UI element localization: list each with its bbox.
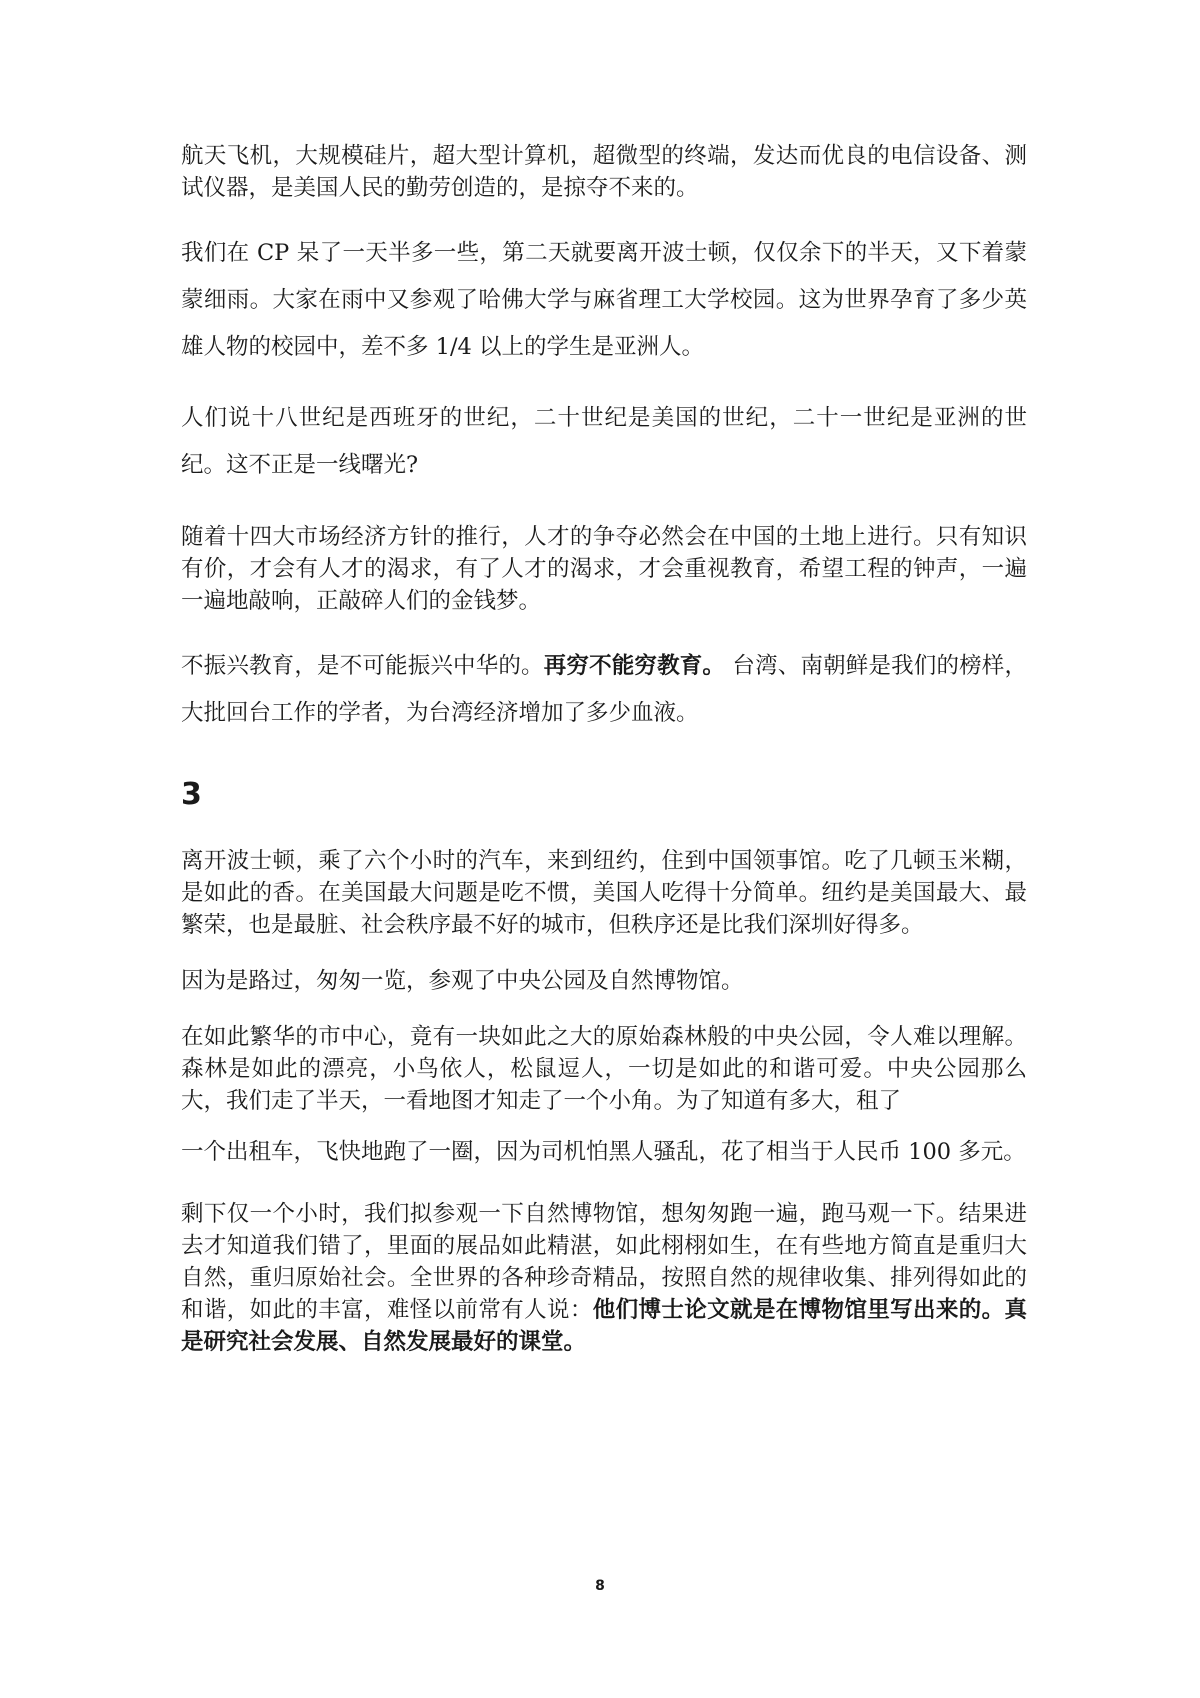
- paragraph-text: 不振兴教育，是不可能振兴中华的。: [181, 653, 544, 679]
- page-body: [181, 140, 1027, 1358]
- paragraph-text: 人们说十八世纪是西班牙的世纪，二十世纪是美国的世纪，二十一世纪是亚洲的世纪。这不正是一线曙光?: [181, 405, 1027, 478]
- section-paragraph-3: [181, 1021, 1027, 1117]
- paragraph-text: 剩下仅一个小时，我们拟参观一下自然博物馆，想匆匆跑一遍，跑马观一下。结果进去才知道我们错了，里面的展品如此精湛，如此栩栩如生，在有些地方简直是重归大自然，重归原始社会。全世界的各种珍奇精品，按照自然的规律收集、排列得如此的和谐，如此的丰富，难怪以前常有人说：: [181, 1201, 1027, 1323]
- section-paragraph-1: [181, 845, 1027, 941]
- paragraph-5: [181, 643, 1027, 737]
- emphasis-text: 再穷不能穷教育。: [543, 653, 726, 679]
- paragraph-1: [181, 140, 1027, 204]
- paragraph-text: 航天飞机，大规模硅片，超大型计算机，超微型的终端，发达而优良的电信设备、测试仪器，是美国人民的勤劳创造的，是掠夺不来的。: [181, 143, 1027, 201]
- section-paragraph-5: [181, 1198, 1027, 1358]
- paragraph-text: 我们在 CP 呆了一天半多一些，第二天就要离开波士顿，仅仅余下的半天，又下着蒙蒙细雨。大家在雨中又参观了哈佛大学与麻省理工大学校园。这为世界孕育了多少英雄人物的校园中，差不多 1/4 以上的学生是亚洲人。: [181, 240, 1027, 360]
- section-heading: 3: [181, 777, 202, 812]
- paragraph-text: 因为是路过，匆匆一览，参观了中央公园及自然博物馆。: [181, 968, 744, 994]
- section-paragraph-2: [181, 965, 1027, 997]
- paragraph-3: [181, 395, 1027, 489]
- paragraph-2: [181, 230, 1027, 371]
- paragraph-text: 台湾、南朝鲜是我们的榜样，大批回台工作的学者，为台湾经济增加了多少血液。: [181, 653, 1027, 726]
- paragraph-text: 一个出租车，飞快地跑了一圈，因为司机怕黑人骚乱，花了相当于人民币 100 多元。: [181, 1139, 1026, 1165]
- paragraph-text: 在如此繁华的市中心，竟有一块如此之大的原始森林般的中央公园，令人难以理解。森林是如此的漂亮，小鸟依人，松鼠逗人，一切是如此的和谐可爱。中央公园那么大，我们走了半天，一看地图才知走了一个小角。为了知道有多大，租了: [181, 1024, 1027, 1114]
- paragraph-text: 离开波士顿，乘了六个小时的汽车，来到纽约，住到中国领事馆。吃了几顿玉米糊，是如此的香。在美国最大问题是吃不惯，美国人吃得十分简单。纽约是美国最大、最繁荣，也是最脏、社会秩序最不好的城市，但秩序还是比我们深圳好得多。: [181, 848, 1027, 938]
- page-number: 8: [595, 1578, 605, 1594]
- paragraph-text: 随着十四大市场经济方针的推行，人才的争夺必然会在中国的土地上进行。只有知识有价，才会有人才的渴求，有了人才的渴求，才会重视教育，希望工程的钟声，一遍一遍地敲响，正敲碎人们的金钱梦。: [181, 524, 1027, 614]
- paragraph-4: [181, 521, 1027, 617]
- section-paragraph-4: [181, 1129, 1027, 1176]
- emphasis-text: 他们博士论文就是在博物馆里写出来的。真是研究社会发展、自然发展最好的课堂。: [181, 1297, 1027, 1355]
